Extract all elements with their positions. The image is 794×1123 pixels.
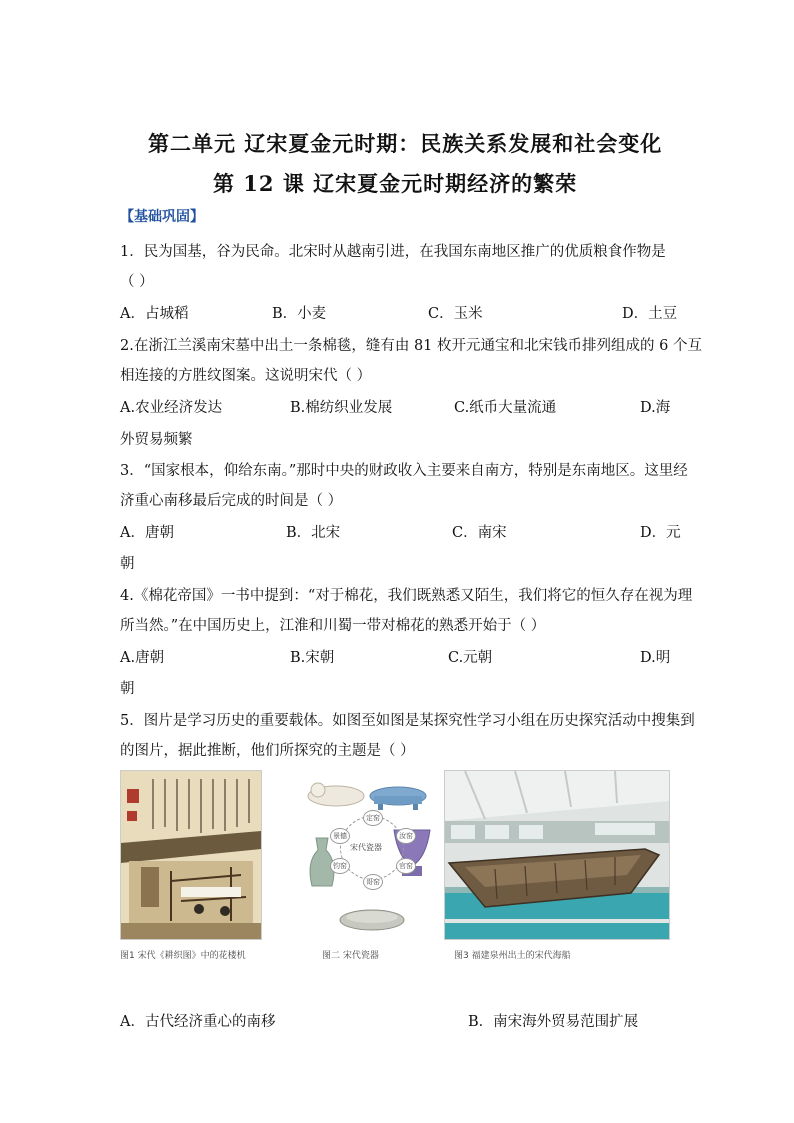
- q5-option-a: A．古代经济重心的南移: [120, 1014, 276, 1030]
- q2-option-d-wrap: 外贸易频繁: [120, 432, 193, 448]
- q4-option-b: B.宋朝: [290, 650, 335, 666]
- kiln-ring-center: 宋代瓷器: [350, 843, 382, 852]
- section-heading: 【基础巩固】: [120, 209, 204, 225]
- q4-option-c: C.元朝: [448, 650, 493, 666]
- kiln-label: 官窑: [396, 858, 416, 874]
- figure-1-caption: 图1 宋代《耕织图》中的花楼机: [120, 951, 246, 961]
- q1-option-d: D．土豆: [622, 306, 678, 322]
- q1-option-c: C．玉米: [428, 306, 483, 322]
- kiln-label: 钧窑: [330, 858, 350, 874]
- figure-quanzhou-ship: [444, 770, 670, 940]
- figure-3-caption: 图3 福建泉州出土的宋代海船: [454, 951, 571, 961]
- q4-stem-line2: 所当然。”在中国历史上，江淮和川蜀一带对棉花的熟悉开始于（ ）: [120, 618, 546, 634]
- figure-2-caption: 图二 宋代瓷器: [322, 951, 379, 961]
- q4-option-d: D.明: [640, 650, 671, 666]
- q3-option-c: C．南宋: [452, 525, 507, 541]
- q2-stem-line1: 2.在浙江兰溪南宋墓中出土一条棉毯，缝有由 81 枚开元通宝和北宋钱币排列组成的 6 个互: [120, 338, 702, 354]
- figure-loom-painting: [120, 770, 262, 940]
- q1-option-b: B．小麦: [272, 306, 327, 322]
- q2-option-a: A.农业经济发达: [120, 400, 223, 416]
- kiln-label: 哥窑: [363, 874, 383, 890]
- q2-option-b: B.棉纺织业发展: [290, 400, 393, 416]
- q3-option-b: B．北宋: [286, 525, 341, 541]
- unit-title: 第二单元 辽宋夏金元时期：民族关系发展和社会变化: [148, 131, 663, 156]
- q1-option-a: A．占城稻: [120, 306, 189, 322]
- kiln-label: 汝窑: [396, 828, 416, 844]
- q1-stem-line2: （ ）: [120, 274, 154, 290]
- q3-stem-line1: 3．“国家根本，仰给东南。”那时中央的财政收入主要来自南方，特别是东南地区。这里经: [120, 463, 688, 479]
- q2-option-c: C.纸币大量流通: [454, 400, 557, 416]
- q4-stem-line1: 4.《棉花帝国》一书中提到：“对于棉花，我们既熟悉又陌生，我们将它的恒久存在视为理: [120, 588, 693, 604]
- loom-painting-illustration: [121, 771, 261, 939]
- q1-stem-line1: 1．民为国基，谷为民命。北宋时从越南引进，在我国东南地区推广的优质粮食作物是: [120, 244, 666, 260]
- lesson-title: 第 12 课 辽宋夏金元时期经济的繁荣: [213, 171, 578, 196]
- q5-option-b: B．南宋海外贸易范围扩展: [468, 1014, 639, 1030]
- q3-option-a: A．唐朝: [120, 525, 174, 541]
- kiln-label: 景德: [330, 828, 350, 844]
- figure-song-porcelain: [298, 770, 444, 940]
- q3-stem-line2: 济重心南移最后完成的时间是（ ）: [120, 493, 343, 509]
- q3-option-d-wrap: 朝: [120, 556, 135, 572]
- q5-stem-line2: 的图片，据此推断，他们所探究的主题是（ ）: [120, 743, 415, 759]
- q2-stem-line2: 相连接的方胜纹图案。这说明宋代（ ）: [120, 368, 372, 384]
- q2-option-d: D.海: [640, 400, 671, 416]
- kiln-label: 定窑: [363, 810, 383, 826]
- q3-option-d: D．元: [640, 525, 681, 541]
- q5-stem-line1: 5．图片是学习历史的重要载体。如图至如图是某探究性学习小组在历史探究活动中搜集到: [120, 713, 695, 729]
- q4-option-d-wrap: 朝: [120, 681, 135, 697]
- q4-option-a: A.唐朝: [120, 650, 165, 666]
- ship-hall-illustration: [445, 771, 669, 939]
